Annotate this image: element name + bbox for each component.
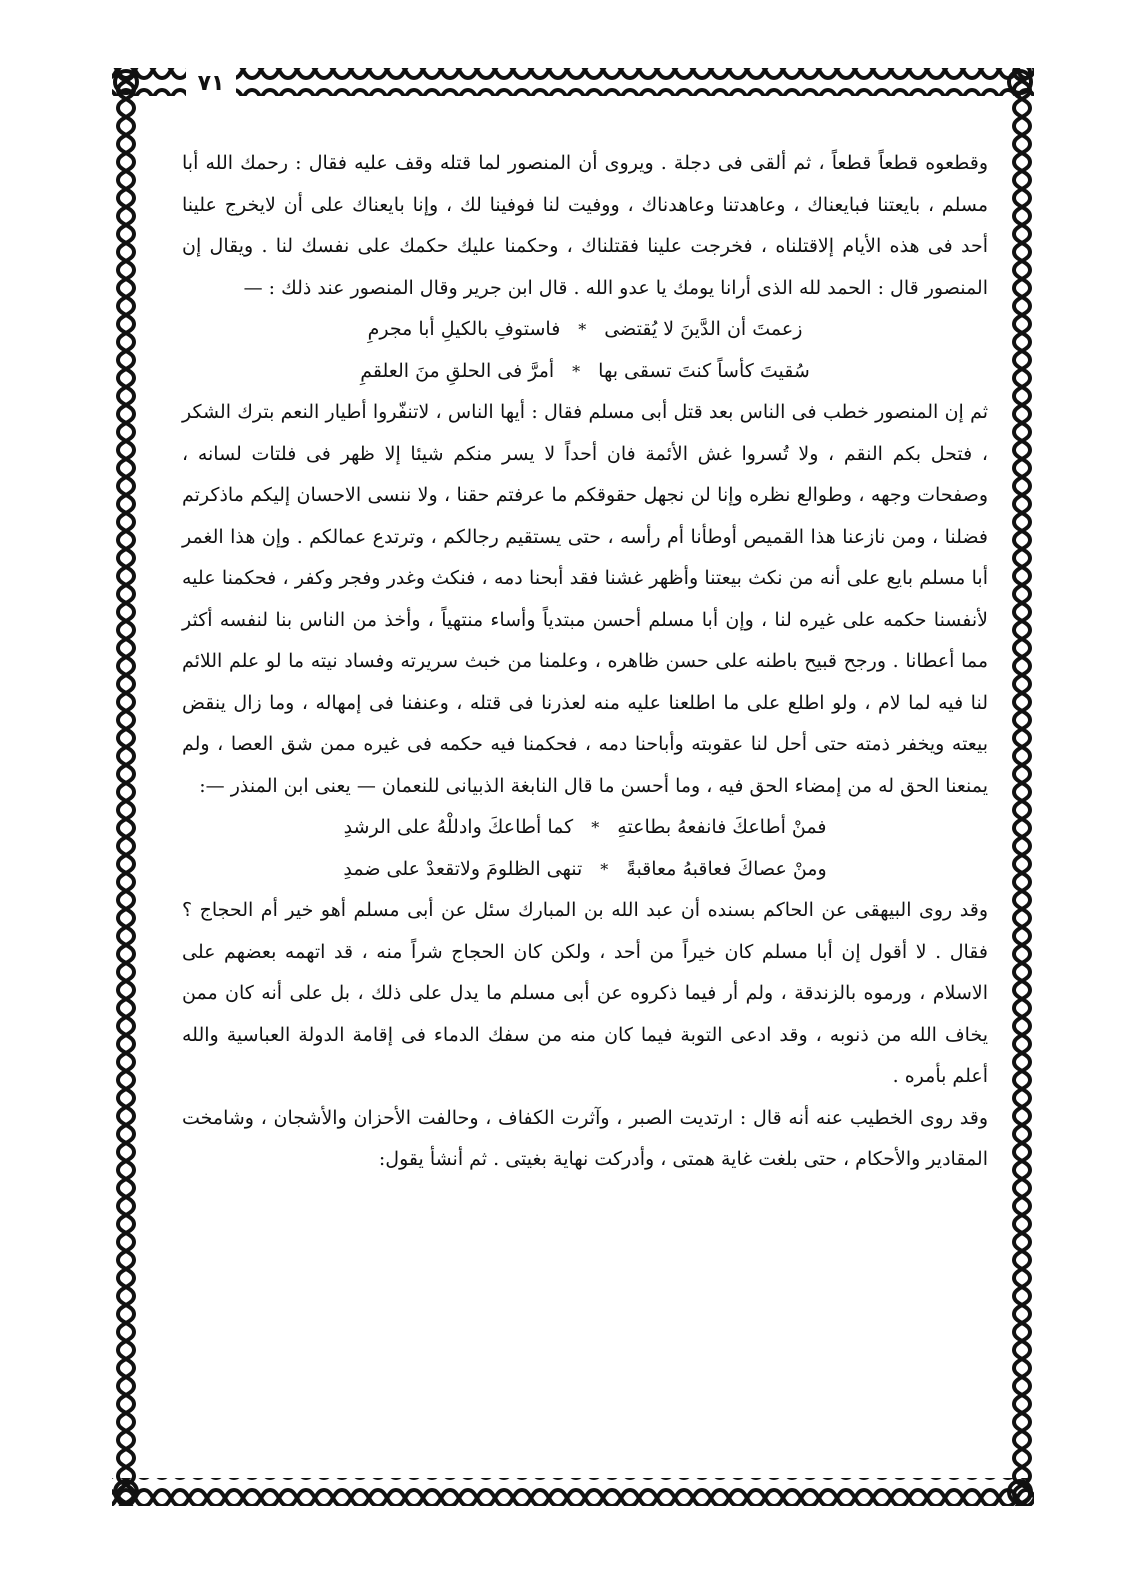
- page-number: ٧١: [186, 66, 236, 102]
- verse-block-2: [182, 807, 988, 890]
- paragraph-4: وقد روى الخطيب عنه أنه قال : ارتديت الصبر ، وآثرت الكفاف ، وحالفت الأحزان والأشجان ، وشامخت المقادير والأحكام ، حتى بلغت غاية همتى ، وأدركت نهاية بغيتى . ثم أنشأ يقول:: [182, 1106, 988, 1170]
- border-bottom: [112, 1478, 1034, 1506]
- paragraph-1: وقطعوه قطعاً قطعاً ، ثم ألقى فى دجلة . ويروى أن المنصور لما قتله وقف عليه فقال : رحمك الله أبا مسلم ، بايعتنا فبايعناك ، وعاهدتنا وعاهدناك ، ووفيت لنا فوفينا لك ، وإنا بايعناك على أن لايخرج علينا أحد فى هذه الأيام إلاقتلناه ، فخرجت علينا فقتلناك ، وحكمنا عليك حكمك على نفسك لنا . ويقال إن المنصور قال : الحمد لله الذى أرانا يومك يا عدو الله . قال ابن جرير وقال المنصور عند ذلك : —: [182, 152, 988, 299]
- verse-hemistich: فمنْ أطاعكَ فانفعهُ بطاعتهِ: [617, 816, 827, 838]
- verse-separator: *: [572, 361, 581, 381]
- verse-line: [182, 309, 988, 351]
- paragraph-3: وقد روى البيهقى عن الحاكم بسنده أن عبد الله بن المبارك سئل عن أبى مسلم أهو خير أم الحجاج ؟ فقال . لا أقول إن أبا مسلم كان خيراً من أحد ، ولكن كان الحجاج شراً منه ، قد اتهمه بعضهم على الاسلام ، ورموه بالزندقة ، ولم أر فيما ذكروه عن أبى مسلم ما يدل على ذلك ، بل على أنه كان ممن يخاف الله من ذنوبه ، وقد ادعى التوبة فيما كان منه من سفك الدماء فى إقامة الدولة العباسية والله أعلم بأمره .: [182, 899, 988, 1087]
- verse-block-1: [182, 309, 988, 392]
- verse-line: [182, 807, 988, 849]
- border-top: [112, 68, 1034, 96]
- verse-hemistich: سُقيتَ كأساً كنتَ تسقى بها: [598, 359, 810, 382]
- verse-separator: *: [600, 859, 609, 879]
- verse-separator: *: [591, 818, 600, 837]
- verse-hemistich: كما أطاعكَ وادللْهُ على الرشدِ: [343, 816, 574, 838]
- paragraph-2: ثم إن المنصور خطب فى الناس بعد قتل أبى مسلم فقال : أيها الناس ، لاتنفّروا أطيار النعم بترك الشكر ، فتحل بكم النقم ، ولا تُسروا غش الأئمة فان أحداً لا يسر منكم شيئا إلا ظهر فى فلتات لسانه ، وصفحات وجهه ، وطوالع نظره وإنا لن نجهل حقوقكم ما عرفتم حقنا ، ولا ننسى الاحسان إليكم ماذكرتم فضلنا ، ومن نازعنا هذا القميص أوطأنا أم رأسه ، حتى يستقيم رجالكم ، وترتدع عمالكم . وإن هذا الغمر أبا مسلم بايع على أنه من نكث بيعتنا وأظهر غشنا فقد أبحنا دمه ، فنكث وغدر وفجر وكفر ، فحكمنا عليه لأنفسنا حكمه على غيره لنا ، وإن أبا مسلم أحسن مبتدياً وأساء منتهياً ، وأخذ من الناس بنا لنفسه أكثر مما أعطانا . ورجح قبيح باطنه على حسن ظاهره ، وعلمنا من خبث سريرته وفساد نيته ما لو علم اللائم لنا فيه لما لام ، ولو اطلع على ما اطلعنا عليه منه لعذرنا فى قتله ، وعنفنا فى إمهاله ، وما زال ينقض بيعته ويخفر ذمته حتى أحل لنا عقوبته وأباحنا دمه ، فحكمنا فيه حكمه فى غيره ممن شق العصا ، ولم يمنعنا الحق له من إمضاء الحق فيه ، وما أحسن ما قال النابغة الذبيانى للنعمان — يعنى ابن المنذر —:: [182, 401, 988, 797]
- verse-hemistich: زعمتَ أن الدَّينَ لا يُقتضى: [604, 318, 803, 340]
- border-right: [1006, 68, 1034, 1506]
- verse-separator: *: [578, 320, 587, 339]
- verse-hemistich: ومنْ عصاكَ فعاقبهُ معاقبةً: [626, 857, 827, 880]
- page-body: [182, 143, 988, 1438]
- border-left: [112, 68, 140, 1506]
- verse-line: [182, 351, 988, 393]
- verse-hemistich: تنهى الظلومَ ولاتقعدْ على ضمدِ: [343, 857, 583, 880]
- verse-hemistich: أمرَّ فى الحلقِ منَ العلقمِ: [360, 359, 555, 382]
- verse-line: [182, 849, 988, 891]
- verse-hemistich: فاستوفِ بالكيلِ أبا مجرمِ: [367, 318, 561, 340]
